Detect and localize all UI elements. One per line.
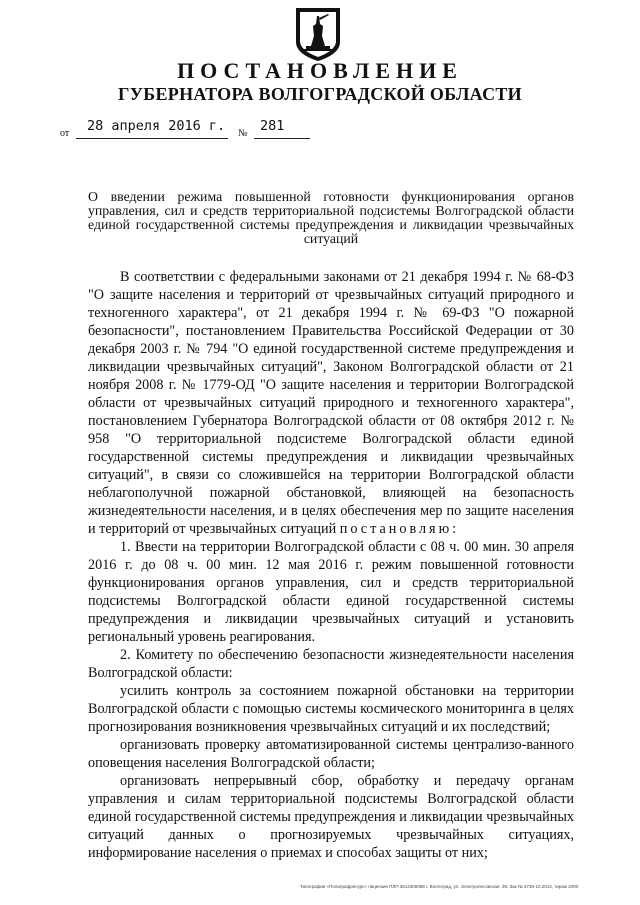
document-title: ПОСТАНОВЛЕНИЕ (177, 58, 463, 83)
document-issuer: ГУБЕРНАТОРА ВОЛГОГРАДСКОЙ ОБЛАСТИ (118, 84, 522, 104)
document-subject: О введении режима повышенной готовности функционирования органов управления, сил и средств территориальной подсистемы Волгоградской области единой государственной системы предупреждения и ликвидации чрезвычайных ситуаций (88, 189, 574, 246)
clause-2-item-data-collection: организовать непрерывный сбор, обработку и передачу органам управления и силам территориальной подсистемы Волгоградской области единой государственной системы предупреждения и ликвидации чрезвычайных ситуаций данных о прогнозируемых чрезвычайных ситуациях, информирование населения о приемах и способах защиты от них; (88, 773, 574, 861)
printer-footer: Типография «Полиграфресурс» лицензия ПЛП 3614400088 г. Волгоград, ул. Электролесовская, 39, Зак № 5736-10.2014, тираж 2000 (300, 884, 579, 889)
clause-2-item-warning-system: организовать проверку автоматизированной системы централизо-ванного оповещения населения Волгоградской области; (88, 737, 574, 771)
number-underline (254, 138, 310, 139)
volgograd-emblem-icon (292, 6, 344, 62)
decree-word: постановляю: (339, 521, 460, 537)
date-underline (76, 138, 228, 139)
number-label: № (238, 128, 248, 139)
document-date: 28 апреля 2016 г. (87, 118, 226, 134)
dateline (60, 118, 330, 142)
date-label: от (60, 128, 70, 139)
clause-2-item-monitoring: усилить контроль за состоянием пожарной обстановки на территории Волгоградской области с помощью системы космического мониторинга в целях прогнозирования возникновения чрезвычайных ситуаций и их последствий; (88, 683, 574, 735)
preamble-paragraph (88, 268, 574, 538)
clause-1: 1. Ввести на территории Волгоградской области с 08 ч. 00 мин. 30 апреля 2016 г. до 08 ч. 00 мин. 12 мая 2016 г. режим повышенной готовности функционирования органов управления, сил и средств территориальной подсистемы Волгоградской области единой государственной системы предупреждения и ликвидации чрезвычайных ситуаций и установить региональный уровень реагирования. (88, 539, 574, 645)
clause-2: 2. Комитету по обеспечению безопасности жизнедеятельности населения Волгоградской области: (88, 647, 574, 681)
document-number: 281 (260, 118, 285, 134)
preamble-text: В соответствии с федеральными законами от 21 декабря 1994 г. № 68-ФЗ "О защите населения и территорий от чрезвычайных ситуаций природного и техногенного характера", от 21 декабря 1994 г. № 69-ФЗ "О пожарной безопасности", постановлением Правительства Российской Федерации от 30 декабря 2003 г. № 794 "О единой государственной системе предупреждения и ликвидации чрезвычайных ситуаций", Законом Волгоградской области от 21 ноября 2008 г. № 1779-ОД "О защите населения и территории Волгоградской области от чрезвычайных ситуаций природного и техногенного характера", постановлением Губернатора Волгоградской области от 08 октября 2012 г. № 958 "О территориальной подсистеме Волгоградской области единой государственной системы предупреждения и ликвидации чрезвычайных ситуаций", в связи со сложившейся на территории Волгоградской области неблагополучной пожарной обстановкой, влияющей на безопасность жизнедеятельности населения, и в целях обеспечения мер по защите населения и территорий от чрезвычайных ситуаций (88, 269, 574, 537)
document-body (88, 268, 574, 862)
